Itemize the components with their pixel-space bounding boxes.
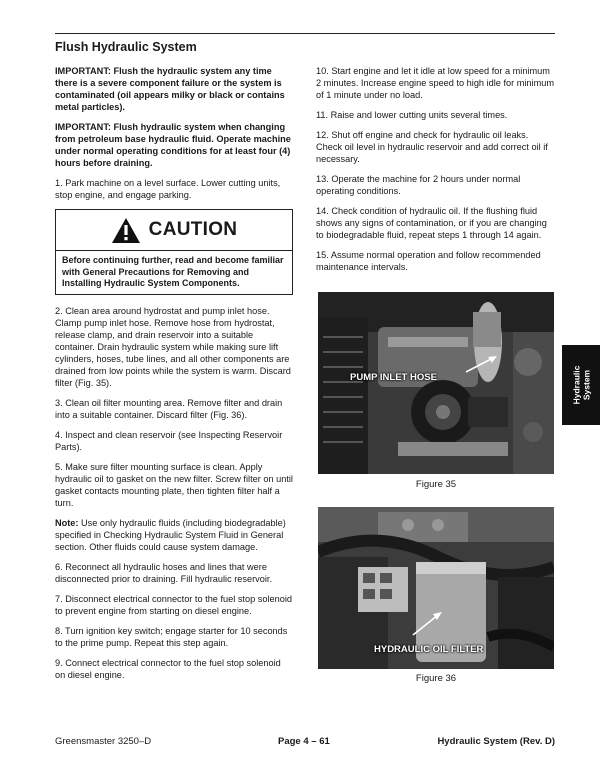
note-label: Note: [55,517,79,528]
caution-text: Before continuing further, read and become familiar with General Precautions for Removing and Installing Hydraulic System Components. [62,255,284,288]
step-15: 15. Assume normal operation and follow recommended maintenance intervals. [316,250,541,272]
figure-36-photo [318,507,554,669]
note [55,517,293,553]
step-11: 11. Raise and lower cutting units several times. [316,110,508,120]
step-1: 1. Park machine on a level surface. Lower cutting units, stop engine, and engage parking. [55,178,281,200]
figure-35-caption: Figure 35 [415,479,457,490]
side-tab-line1: Hydraulic [571,365,581,405]
step-3: 3. Clean oil filter mounting area. Remove filter and drain into a suitable container. Discard filter (Fig. 36). [55,397,283,420]
important-notice-1: IMPORTANT: Flush the hydraulic system any time there is a severe component failure or the system is contaminated (oil appears milky or black or contains metal particles). [55,66,285,112]
note-text: Use only hydraulic fluids (including biodegradable) specified in Checking Hydraulic System Fluid in General section. Other fluids could cause system damage. [55,517,286,552]
figure-36-caption: Figure 36 [415,673,457,684]
pump-photo-illustration [318,292,554,474]
section-side-tab [562,345,600,425]
step-8: 8. Turn ignition key switch; engage starter for 10 seconds to the prime pump. Repeat this step again. [55,625,288,648]
step-13: 13. Operate the machine for 2 hours under normal operating conditions. [316,174,521,196]
right-column [316,65,556,281]
step-6: 6. Reconnect all hydraulic hoses and lines that were disconnected prior to draining. Fill hydraulic reservoir. [55,561,273,584]
caution-header [56,210,292,251]
step-10: 10. Start engine and let it idle at low speed for a minimum 2 minutes. Increase engine speed to high idle for minimum of 1 minute under no load. [316,66,554,100]
top-rule [55,33,555,34]
step-9: 9. Connect electrical connector to the fuel stop solenoid on diesel engine. [55,657,281,680]
step-5: 5. Make sure filter mounting surface is clean. Apply hydraulic oil to gasket on the new filter. Screw filter on until gasket contacts mounting plate, then tighten filter half a turn. [55,461,293,508]
hydraulic-oil-filter-label: HYDRAULIC OIL FILTER [374,644,484,655]
step-12: 12. Shut off engine and check for hydraulic oil leaks. Check oil level in hydraulic reservoir and add correct oil if necessary. [316,130,548,164]
step-14: 14. Check condition of hydraulic oil. If the flushing fluid shows any signs of contamination, or if you are changing to biodegradable fluid, repeat steps 1 through 14 again. [316,206,547,240]
section-title: Flush Hydraulic System [55,40,197,54]
figure-35-photo [318,292,554,474]
side-tab-line2: System [581,369,591,401]
step-4: 4. Inspect and clean reservoir (see Inspecting Reservoir Parts). [55,429,283,452]
footer-section: Hydraulic System (Rev. D) [437,736,555,747]
important-notice-2: IMPORTANT: Flush hydraulic system when changing from petroleum base hydraulic fluid. Operate machine under normal operating conditions for at least four (4) hours before draining. [55,122,291,168]
step-7: 7. Disconnect electrical connector to the fuel stop solenoid to prevent engine from starting on diesel engine. [55,593,292,616]
side-tab-label [571,366,591,405]
footer-model: Greensmaster 3250–D [55,736,152,747]
warning-triangle-icon [111,217,141,244]
left-column [55,65,293,689]
caution-box [55,209,293,295]
pump-inlet-hose-label: PUMP INLET HOSE [350,372,437,383]
step-2: 2. Clean area around hydrostat and pump inlet hose. Clamp pump inlet hose. Remove hose from hydrostat, release clamp, and drain reservoir into a suitable container. Drain hydraulic system while making sure lift cylinders, hoses, tube lines, and all other components are drained from low points while the system is warm. Discard filter (Fig. 35). [55,305,291,388]
caution-heading: CAUTION [148,219,238,240]
footer-page-number: Page 4 – 61 [278,736,330,747]
